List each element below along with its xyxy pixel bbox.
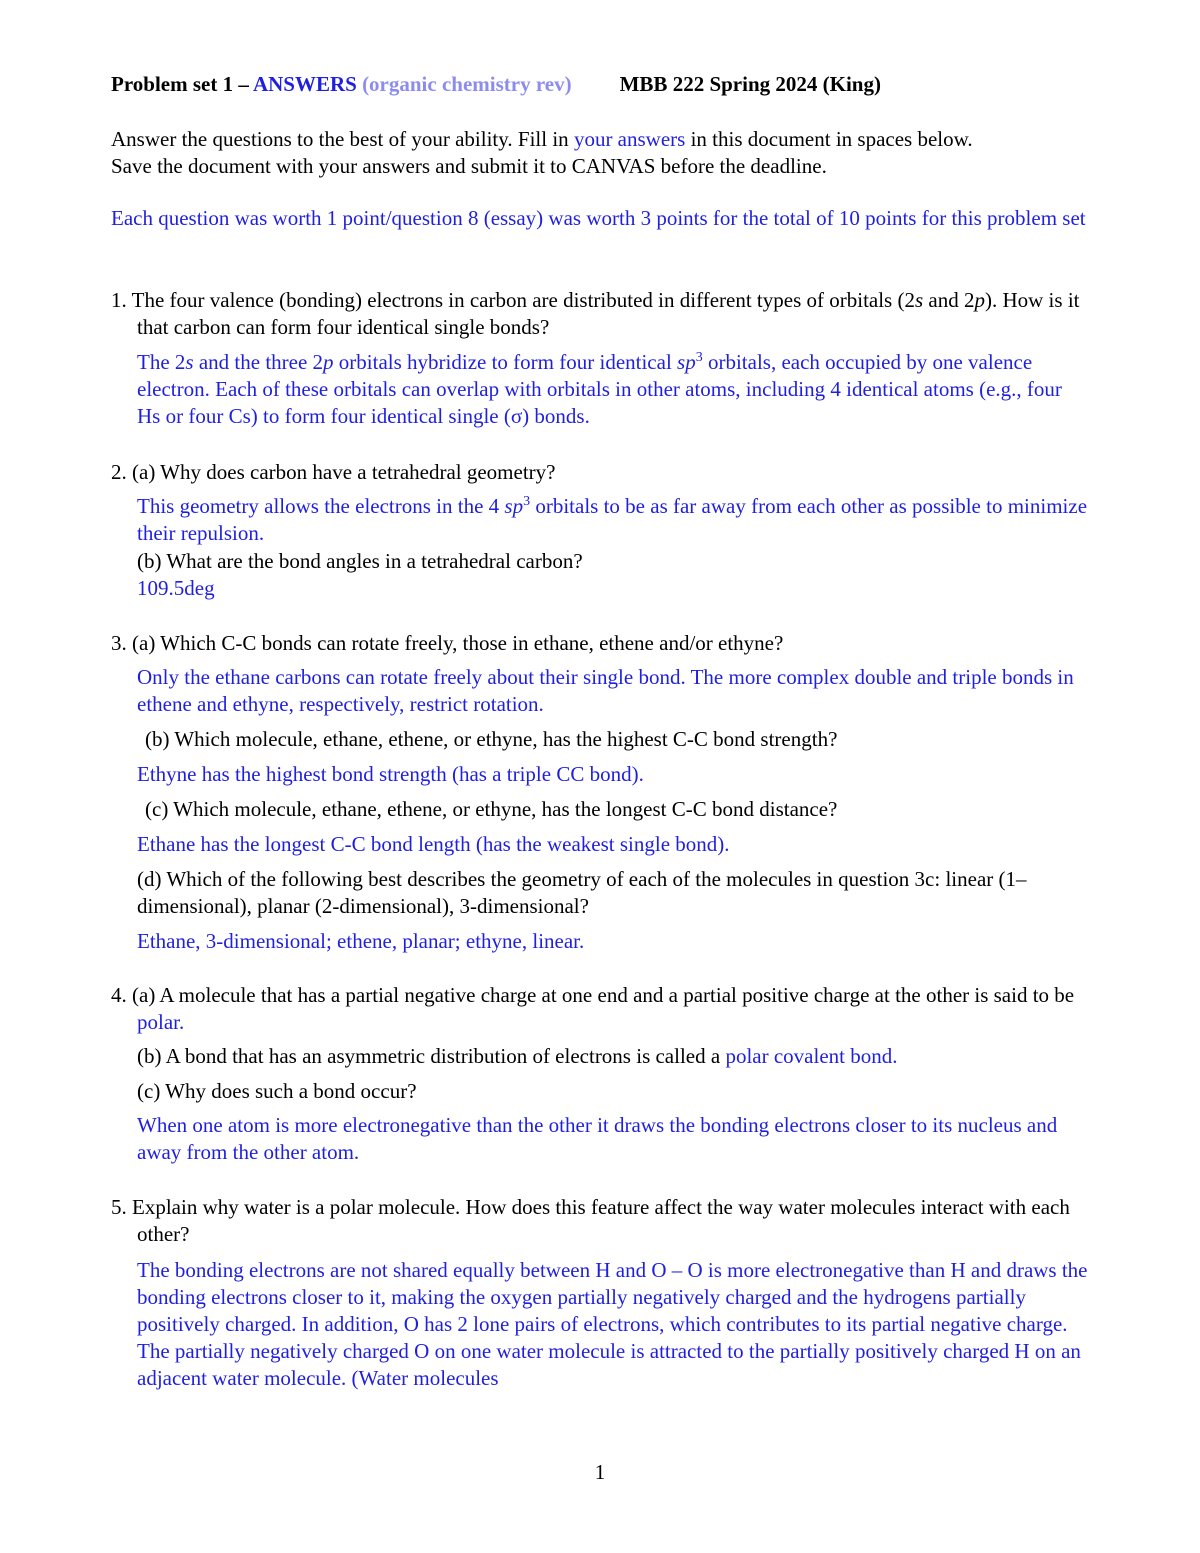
answer-4b: polar covalent bond. bbox=[725, 1044, 898, 1068]
question-2a: 2. (a) Why does carbon have a tetrahedral geometry? bbox=[111, 460, 556, 484]
answer-3c: Ethane has the longest C-C bond length (has the weakest single bond). bbox=[137, 832, 730, 856]
question-4b: (b) A bond that has an asymmetric distribution of electrons is called a polar covalent bond. bbox=[137, 1044, 898, 1068]
answer-3b: Ethyne has the highest bond strength (has a triple CC bond). bbox=[137, 762, 644, 786]
question-3c: (c) Which molecule, ethane, ethene, or ethyne, has the longest C-C bond distance? bbox=[145, 797, 838, 821]
question-5: 5. Explain why water is a polar molecule. How does this feature affect the way water molecules interact with each other? bbox=[111, 1195, 1070, 1246]
question-1: 1. The four valence (bonding) electrons in carbon are distributed in different types of orbitals (2s and 2p). How is it that carbon can form four identical single bonds? bbox=[111, 288, 1080, 339]
page-title bbox=[111, 71, 1090, 98]
grading-note: Each question was worth 1 point/question 8 (essay) was worth 3 points for the total of 10 points for this problem set bbox=[111, 206, 1086, 230]
question-3d: (d) Which of the following best describes the geometry of each of the molecules in question 3c: linear (1–dimensional), planar (2-dimensional), 3-dimensional? bbox=[137, 867, 1027, 918]
answer-4c: When one atom is more electronegative than the other it draws the bonding electrons closer to its nucleus and away from the other atom. bbox=[137, 1113, 1058, 1164]
answer-2b: 109.5deg bbox=[137, 576, 215, 600]
answer-1: The 2s and the three 2p orbitals hybridize to form four identical $sp^3$ orbitals, each occupied by one valence electron. Each of these orbitals can overlap with orbitals in other atoms, including 4 identical atoms (e.g., four Hs or four Cs) to form four identical single (σ) bonds. bbox=[137, 350, 1062, 428]
answer-4a: polar. bbox=[137, 1010, 185, 1034]
answer-3d: Ethane, 3-dimensional; ethene, planar; ethyne, linear. bbox=[137, 929, 585, 953]
answer-2a: This geometry allows the electrons in the 4 $sp^3$ orbitals to be as far away from each other as possible to minimize their repulsion. bbox=[137, 494, 1088, 545]
course-label: MBB 222 Spring 2024 (King) bbox=[619, 72, 881, 96]
question-3a: 3. (a) Which C-C bonds can rotate freely, those in ethane, ethene and/or ethyne? bbox=[111, 631, 784, 655]
answer-5: The bonding electrons are not shared equally between H and O – O is more electronegative than H and draws the bonding electrons closer to it, making the oxygen partially negatively charged and the hydrogens partially positively charged. In addition, O has 2 lone pairs of electrons, which contributes to its partial negative charge. The partially negatively charged O on one water molecule is attracted to the partially positively charged H on an adjacent water molecule. (Water molecules bbox=[137, 1258, 1088, 1390]
answer-3a: Only the ethane carbons can rotate freely about their single bond. The more complex double and triple bonds in ethene and ethyne, respectively, restrict rotation. bbox=[137, 665, 1074, 716]
title-subtitle: (organic chemistry rev) bbox=[362, 72, 572, 96]
page-number: 1 bbox=[594, 1460, 606, 1484]
title-answers: ANSWERS bbox=[252, 72, 357, 96]
title-prefix: Problem set 1 – bbox=[111, 72, 253, 96]
question-4a: 4. (a) A molecule that has a partial negative charge at one end and a partial positive charge at the other is said to be polar. bbox=[111, 983, 1075, 1034]
question-2b: (b) What are the bond angles in a tetrahedral carbon? bbox=[137, 549, 583, 573]
question-3b: (b) Which molecule, ethane, ethene, or ethyne, has the highest C-C bond strength? bbox=[145, 727, 838, 751]
question-4c: (c) Why does such a bond occur? bbox=[137, 1079, 417, 1103]
intro: Answer the questions to the best of your ability. Fill in your answers in this document in spaces below. Save the document with your answers and submit it to CANVAS before the deadline. bbox=[111, 127, 973, 178]
